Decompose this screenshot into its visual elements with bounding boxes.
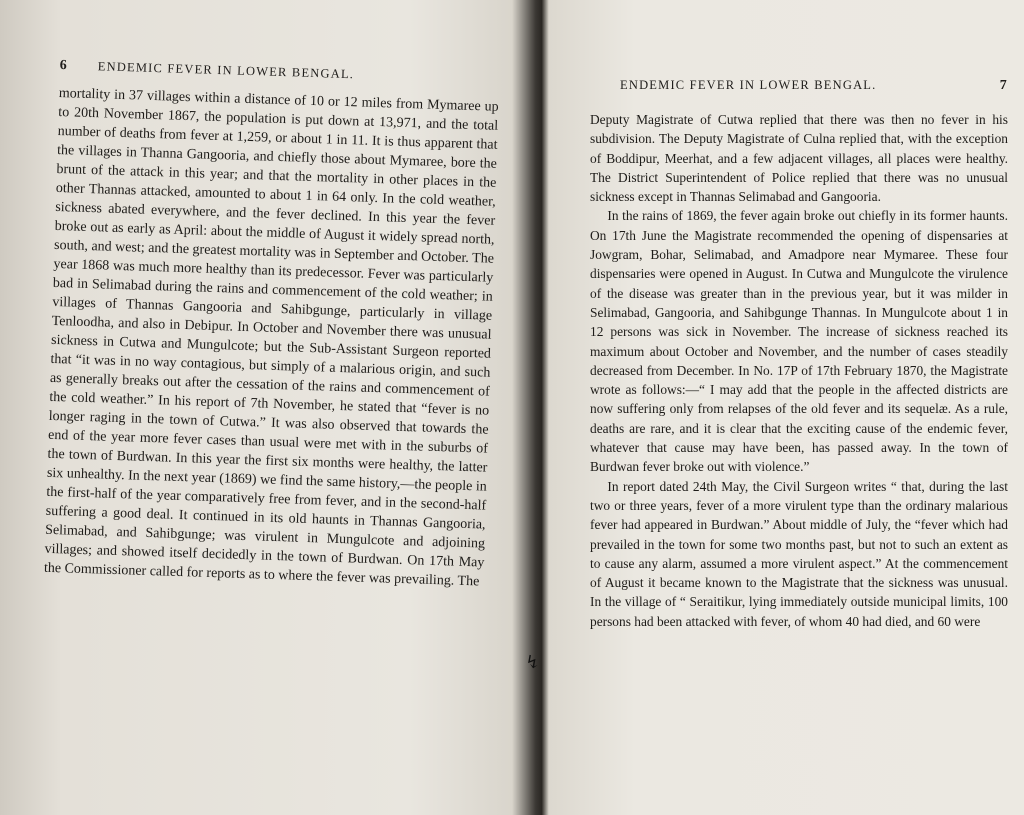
left-running-title: ENDEMIC FEVER IN LOWER BENGAL. <box>97 59 355 82</box>
right-paragraph: In report dated 24th May, the Civil Surgeon writes “ that, during the last two or three years, fever of a more virulent type than the ordinary malarious fever had appeared in Burdwan.” About middle of July, the “fever which had prevailed in the town for some two months past, but not to such an extent as to cause any alarm, assumed a more virulent aspect.” At the commencement of August it became known to the Magistrate that the sickness was unusual. In the village of “ Seraitikur, lying immediately outside municipal limits, 100 persons had been attacked with fever, of whom 40 had died, and 60 were <box>590 478 1008 629</box>
right-paragraph: In the rains of 1869, the fever again broke out chiefly in its former haunts. On 17th June the Magistrate recommended the opening of dispensaries at Jowgram, Bohar, Selimabad, and Amadpore near Mymaree. These four dispensaries were opened in August. In Cutwa and Mungulcote the virulence of the disease was greater than in the previous year, but it was milder in Selimabad, Gangooria, and Sahibgunge Thannas. In Mungulcote about 1 in 12 persons was sick in November. The increase of sickness reached its maximum about October and November, and the number of cases steadily decreased from December. In No. 17P of 17th February 1870, the Magistrate wrote as follows:—“ I may add that the people in the affected districts are now suffering only from relapses of the old fever and its sequelæ. As a rule, deaths are rare, and it is clear that the exciting cause of the endemic fever, whatever that cause may have been, has passed away. In the town of Burdwan fever broke out with violence.” <box>590 208 1008 475</box>
left-page-number: 6 <box>59 58 69 74</box>
left-page-content <box>44 58 500 592</box>
right-running-title: ENDEMIC FEVER IN LOWER BENGAL. <box>620 78 877 92</box>
gutter-mark: ↯ <box>525 652 541 673</box>
right-page-content <box>590 78 1008 631</box>
right-running-head <box>590 78 1008 94</box>
left-running-head <box>59 58 499 88</box>
left-body-text <box>44 84 499 592</box>
right-paragraph: Deputy Magistrate of Cutwa replied that there was then no fever in his subdivision. The Deputy Magistrate of Culna replied that, with the exception of Boddipur, Meerhat, and a few adjacent villages, all places were healthy. The District Superintendent of Police replied that there was no unusual sickness except in Thannas Selimabad and Gangooria. <box>590 112 1008 205</box>
right-body-text <box>590 110 1008 631</box>
left-paragraph: mortality in 37 villages within a distance of 10 or 12 miles from Mymaree up to 20th November 1867, the population is put down at 13,971, and the total number of deaths from fever at 1,259, or about 1 in 11. It is thus apparent that the villages in Thanna Gangooria, and chiefly those about Mymaree, bore the brunt of the attack in this year; and that the mortality in other places in the other Thannas attacked, amounted to about 1 in 64 only. In the cold weather, sickness abated everywhere, and the fever declined. In this year the fever broke out as early as April: about the middle of August it widely spread north, south, and west; and the greatest mortality was in September and October. The year 1868 was much more healthy than its predecessor. Fever was particularly bad in Selimabad during the rains and commencement of the cold weather; in villages of Thannas Gangooria and Sahibgunge, particularly in village Tenloodha, and also in Debipur. In October and November there was unusual sickness in Cutwa and Mungulcote; but the Sub-Assistant Surgeon reported that “it was in no way contagious, but simply of a malarious origin, and such as generally breaks out after the cessation of the rains and commencement of the cold weather.” In his report of 7th November, he stated that “fever is no longer raging in the town of Cutwa.” It was also observed that towards the end of the year more fever cases than usual were met with in the suburbs of the town of Burdwan. In this year the first six months were healthy, the latter six unhealthy. In the next year (1869) we find the same history,—the people in the first-half of the year comparatively free from fever, and in the second-half suffering a good deal. It continued in its old haunts in Thannas Gangooria, Selimabad, and Sahibgunge; was virulent in Mungulcote and adjoining villages; and showed itself decidedly in the town of Burdwan. On 17th May the Commissioner called for reports as to where the fever was prevailing. The <box>43 85 499 590</box>
right-page-number: 7 <box>999 78 1008 93</box>
right-page <box>540 0 1024 815</box>
